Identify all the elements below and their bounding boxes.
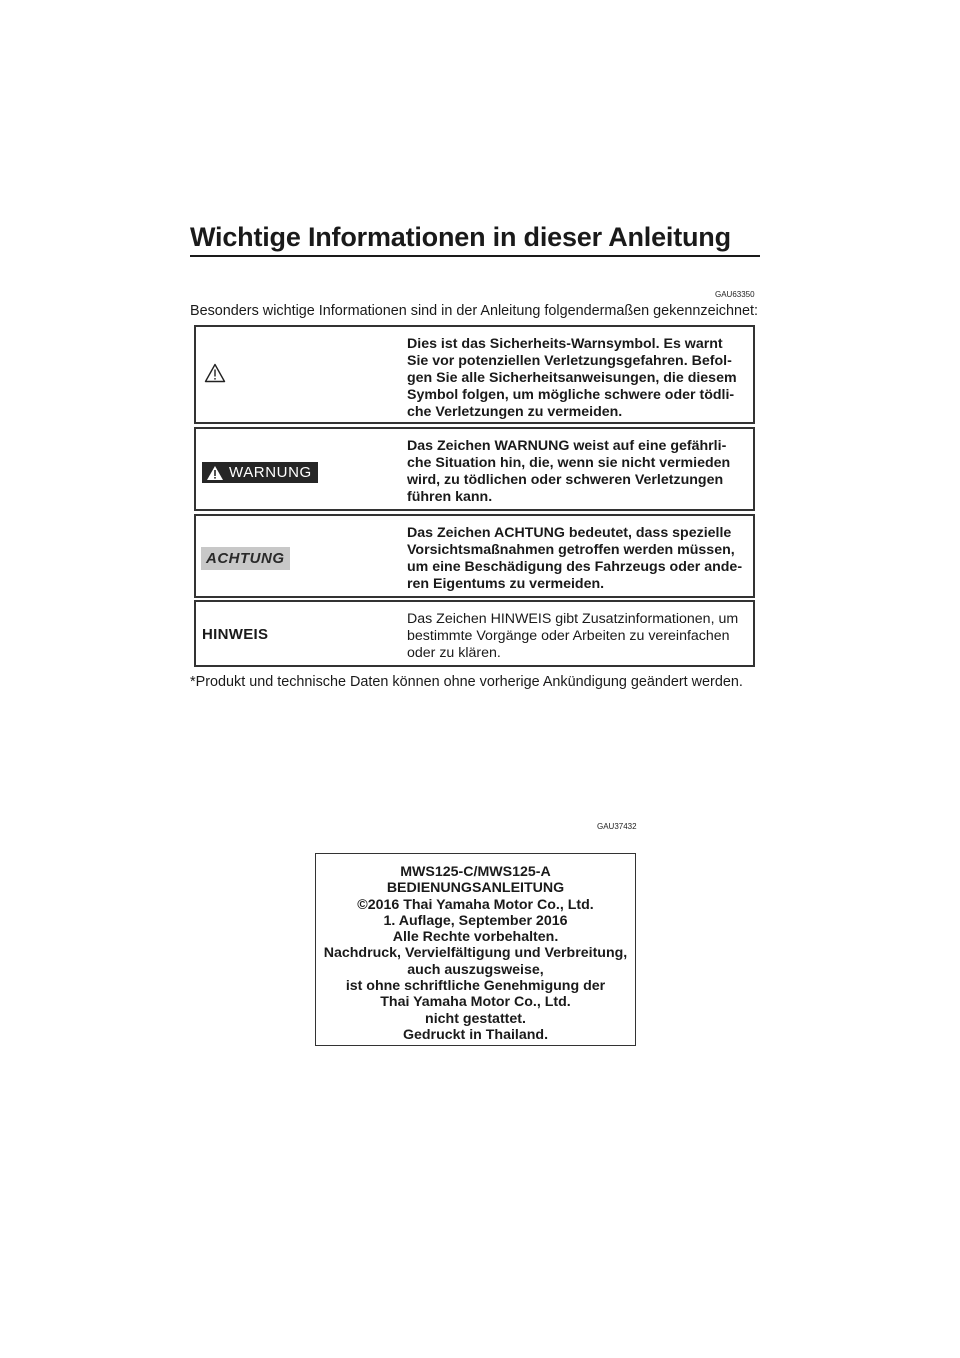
warning-triangle-icon bbox=[206, 465, 224, 481]
imprint-line: BEDIENUNGSANLEITUNG bbox=[386, 880, 565, 897]
achtung-badge bbox=[201, 547, 290, 570]
warnung-label: WARNUNG bbox=[229, 464, 312, 481]
imprint-line: Thai Yamaha Motor Co., Ltd. bbox=[380, 994, 571, 1011]
imprint-line: Alle Rechte vorbehalten. bbox=[392, 929, 559, 946]
warnung-description: Das Zeichen WARNUNG weist auf eine gefährliche Situation hin, die, wenn sie nicht vermieden wird, zu tödlichen oder schweren Verletzungen führen kann. bbox=[407, 438, 731, 505]
intro-text: Besonders wichtige Informationen sind in der Anleitung folgendermaßen gekennzeichnet: bbox=[190, 303, 758, 319]
safety-symbol-box bbox=[194, 325, 755, 424]
page-title: Wichtige Informationen in dieser Anleitung bbox=[190, 222, 760, 257]
imprint-line: MWS125-C/MWS125-A bbox=[400, 864, 551, 880]
symbol-cell bbox=[196, 327, 397, 422]
hinweis-label: HINWEIS bbox=[202, 626, 269, 643]
achtung-description: Das Zeichen ACHTUNG bedeutet, dass spezielle Vorsichtsmaßnahmen getroffen werden müssen, um eine Beschädigung des Fahrzeugs oder anderen Eigentums zu vermeiden. bbox=[407, 525, 743, 592]
imprint-line: Gedruckt in Thailand. bbox=[402, 1026, 549, 1043]
symbol-cell bbox=[196, 516, 397, 596]
imprint-line: ist ohne schriftliche Genehmigung der bbox=[345, 978, 606, 995]
imprint-line: ©2016 Thai Yamaha Motor Co., Ltd. bbox=[357, 896, 594, 913]
achtung-label: ACHTUNG bbox=[206, 550, 285, 567]
safety-symbol-description: Dies ist das Sicherheits-Warnsymbol. Es warnt Sie vor potenziellen Verletzungsgefahren. Befolgen Sie alle Sicherheitsanweisungen, die diesem Symbol folgen, um mögliche schwere oder tödliche Verletzungen zu vermeiden. bbox=[407, 336, 737, 420]
warning-triangle-icon bbox=[204, 363, 226, 383]
imprint-line: Nachdruck, Vervielfältigung und Verbreitung, bbox=[323, 945, 628, 962]
hinweis-description: Das Zeichen HINWEIS gibt Zusatzinformationen, um bestimmte Vorgänge oder Arbeiten zu vereinfachen oder zu klären. bbox=[407, 611, 739, 661]
achtung-box bbox=[194, 514, 755, 598]
footnote: *Produkt und technische Daten können ohne vorherige Ankündigung geändert werden. bbox=[190, 674, 743, 690]
imprint-line: auch auszugsweise, bbox=[407, 961, 544, 978]
symbol-cell bbox=[196, 602, 397, 665]
reference-code-top: GAU63350 bbox=[715, 290, 755, 299]
imprint-line: 1. Auflage, September 2016 bbox=[383, 912, 568, 929]
symbol-cell bbox=[196, 429, 397, 509]
reference-code-mid: GAU37432 bbox=[597, 822, 637, 831]
warnung-box bbox=[194, 427, 755, 511]
imprint-line: nicht gestattet. bbox=[425, 1010, 526, 1027]
warnung-badge bbox=[202, 462, 318, 483]
imprint-box bbox=[315, 853, 636, 1046]
hinweis-box bbox=[194, 600, 755, 667]
